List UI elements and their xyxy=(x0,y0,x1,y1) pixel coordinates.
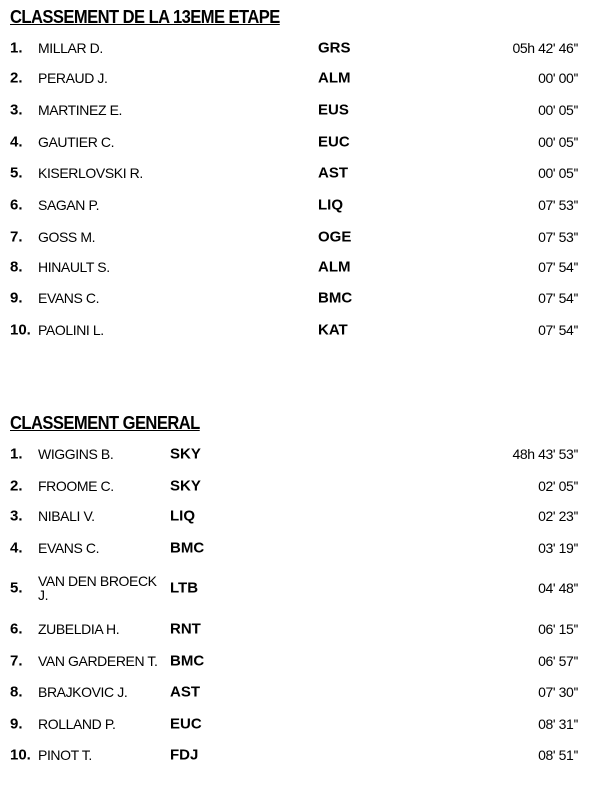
team-code: LTB xyxy=(170,579,199,597)
team-code: EUC xyxy=(318,133,350,151)
table-row xyxy=(0,536,600,560)
rider-name: VAN GARDEREN T. xyxy=(38,653,158,669)
rider-name: EVANS C. xyxy=(38,290,100,306)
team-code: EUC xyxy=(170,715,202,733)
table-row xyxy=(0,680,600,704)
time: 06' 57'' xyxy=(538,653,578,669)
table-row xyxy=(0,36,600,60)
table-row xyxy=(0,474,600,498)
rank: 7. xyxy=(10,228,23,246)
table-row xyxy=(0,712,600,736)
rider-name: NIBALI V. xyxy=(38,508,95,524)
table-row xyxy=(0,318,600,342)
rider-name: ROLLAND P. xyxy=(38,716,116,732)
time: 00' 05'' xyxy=(538,102,578,118)
time: 00' 05'' xyxy=(538,134,578,150)
time: 02' 23'' xyxy=(538,508,578,524)
rank: 8. xyxy=(10,258,23,276)
table-row xyxy=(0,286,600,310)
team-code: LIQ xyxy=(170,507,195,525)
table-row xyxy=(0,504,600,528)
time: 07' 53'' xyxy=(538,229,578,245)
table-row xyxy=(0,98,600,122)
rank: 1. xyxy=(10,39,23,57)
rider-name: KISERLOVSKI R. xyxy=(38,165,143,181)
rank: 5. xyxy=(10,579,23,597)
rank: 10. xyxy=(10,321,31,339)
time: 07' 54'' xyxy=(538,322,578,338)
table-row xyxy=(0,66,600,90)
rank: 5. xyxy=(10,164,23,182)
team-code: BMC xyxy=(170,652,205,670)
table-row xyxy=(0,130,600,154)
rider-name: PERAUD J. xyxy=(38,70,108,86)
general-classification-title: CLASSEMENT GENERAL xyxy=(10,413,200,433)
rank: 7. xyxy=(10,652,23,670)
table-row xyxy=(0,743,600,767)
time: 00' 05'' xyxy=(538,165,578,181)
time: 08' 51'' xyxy=(538,747,578,763)
time: 08' 31'' xyxy=(538,716,578,732)
team-code: LIQ xyxy=(318,196,343,214)
table-row xyxy=(0,617,600,641)
rider-name: HINAULT S. xyxy=(38,259,110,275)
team-code: BMC xyxy=(170,539,205,557)
rider-name: EVANS C. xyxy=(38,540,100,556)
table-row xyxy=(0,570,600,606)
rider-name: BRAJKOVIC J. xyxy=(38,684,128,700)
rank: 2. xyxy=(10,477,23,495)
team-code: RNT xyxy=(170,620,201,638)
team-code: AST xyxy=(170,683,200,701)
team-code: SKY xyxy=(170,445,201,463)
team-code: FDJ xyxy=(170,746,199,764)
rank: 1. xyxy=(10,445,23,463)
time: 00' 00'' xyxy=(538,70,578,86)
rider-name: MILLAR D. xyxy=(38,40,103,56)
time: 07' 53'' xyxy=(538,197,578,213)
rider-name: MARTINEZ E. xyxy=(38,102,123,118)
time: 07' 54'' xyxy=(538,259,578,275)
time: 48h 43' 53'' xyxy=(512,446,578,462)
stage-classification-title: CLASSEMENT DE LA 13EME ETAPE xyxy=(10,7,280,27)
team-code: KAT xyxy=(318,321,348,339)
time: 05h 42' 46'' xyxy=(512,40,578,56)
rider-name: VAN DEN BROECK J. xyxy=(38,573,157,603)
rank: 8. xyxy=(10,683,23,701)
rider-name: PINOT T. xyxy=(38,747,92,763)
rank: 6. xyxy=(10,196,23,214)
time: 02' 05'' xyxy=(538,478,578,494)
rider-name: WIGGINS B. xyxy=(38,446,114,462)
rank: 6. xyxy=(10,620,23,638)
rider-name: GAUTIER C. xyxy=(38,134,115,150)
team-code: ALM xyxy=(318,69,351,87)
table-row xyxy=(0,649,600,673)
team-code: BMC xyxy=(318,289,353,307)
team-code: SKY xyxy=(170,477,201,495)
table-row xyxy=(0,193,600,217)
team-code: AST xyxy=(318,164,348,182)
time: 07' 30'' xyxy=(538,684,578,700)
rank: 9. xyxy=(10,289,23,307)
rank: 4. xyxy=(10,133,23,151)
table-row xyxy=(0,225,600,249)
rider-name: FROOME C. xyxy=(38,478,114,494)
team-code: GRS xyxy=(318,39,351,57)
rider-name: ZUBELDIA H. xyxy=(38,621,120,637)
rider-name: GOSS M. xyxy=(38,229,96,245)
time: 07' 54'' xyxy=(538,290,578,306)
team-code: EUS xyxy=(318,101,349,119)
time: 04' 48'' xyxy=(538,580,578,596)
rank: 3. xyxy=(10,507,23,525)
time: 03' 19'' xyxy=(538,540,578,556)
table-row xyxy=(0,161,600,185)
rider-name: SAGAN P. xyxy=(38,197,100,213)
rider-name: PAOLINI L. xyxy=(38,322,104,338)
rank: 9. xyxy=(10,715,23,733)
rank: 10. xyxy=(10,746,31,764)
rank: 3. xyxy=(10,101,23,119)
rank: 4. xyxy=(10,539,23,557)
team-code: ALM xyxy=(318,258,351,276)
table-row xyxy=(0,442,600,466)
time: 06' 15'' xyxy=(538,621,578,637)
rank: 2. xyxy=(10,69,23,87)
table-row xyxy=(0,255,600,279)
team-code: OGE xyxy=(318,228,352,246)
